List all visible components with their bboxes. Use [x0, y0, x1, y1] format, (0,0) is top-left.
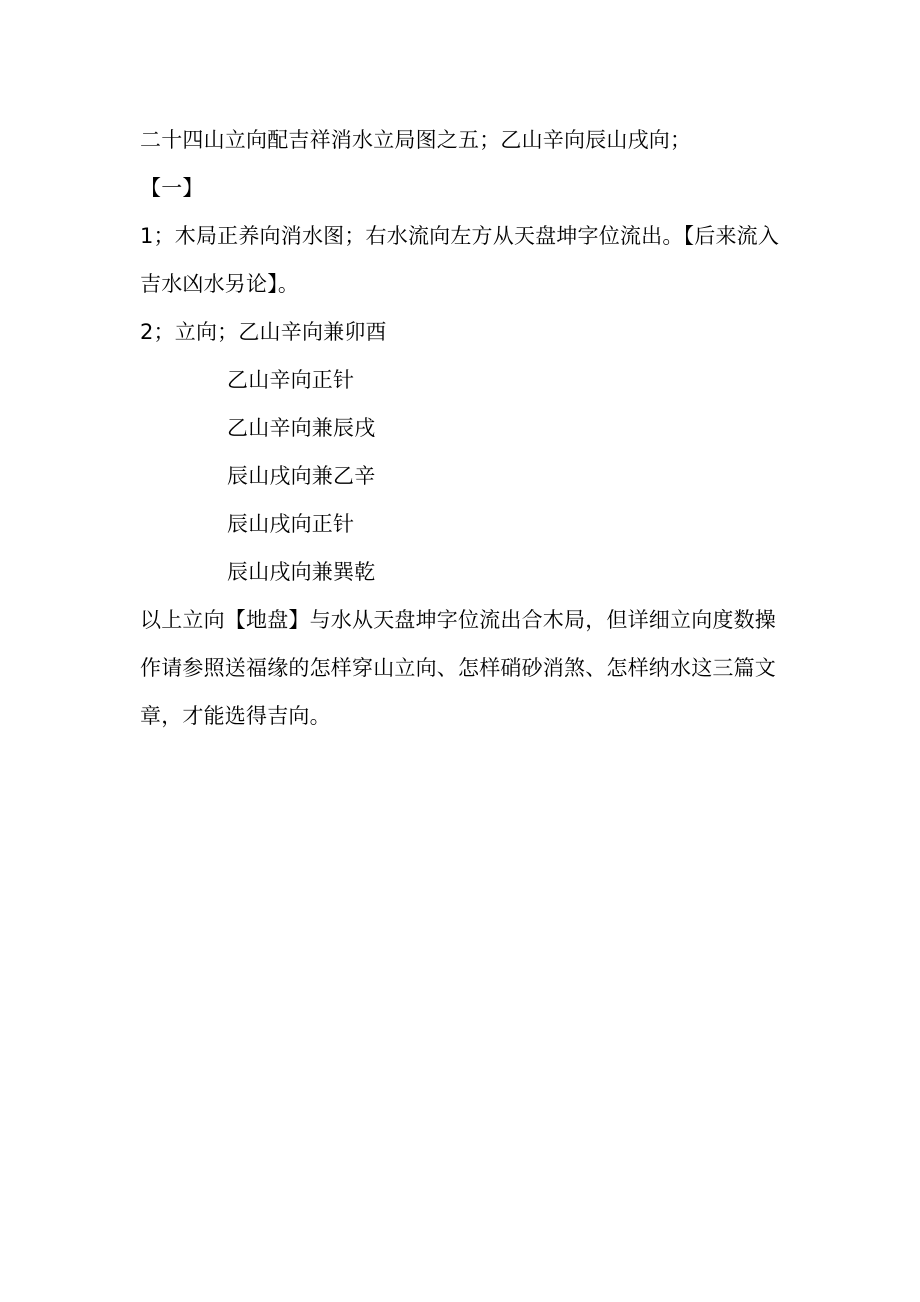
item-1-line-2: 吉水凶水另论】。	[140, 272, 300, 296]
closing-paragraph-line-2: 作请参照送福缘的怎样穿山立向、怎样硝砂消煞、怎样纳水这三篇文	[140, 656, 776, 680]
section-label: 【一】	[140, 176, 204, 200]
item-1-line-1: 1；木局正养向消水图；右水流向左方从天盘坤字位流出。【后来流入	[140, 224, 780, 248]
item-2-option: 辰山戌向正针	[227, 512, 355, 536]
item-2-option: 乙山辛向兼辰戌	[227, 416, 376, 440]
item-2-intro: 2；立向；乙山辛向兼卯酉	[140, 320, 387, 344]
closing-paragraph-line-3: 章，才能选得吉向。	[140, 704, 331, 728]
item-2-option: 乙山辛向正针	[227, 368, 355, 392]
item-2-option: 辰山戌向兼巽乾	[227, 560, 376, 584]
item-2-option: 辰山戌向兼乙辛	[227, 464, 376, 488]
document-title-line: 二十四山立向配吉祥消水立局图之五；乙山辛向辰山戌向；	[140, 128, 692, 152]
closing-paragraph-line-1: 以上立向【地盘】与水从天盘坤字位流出合木局，但详细立向度数操	[140, 608, 776, 632]
